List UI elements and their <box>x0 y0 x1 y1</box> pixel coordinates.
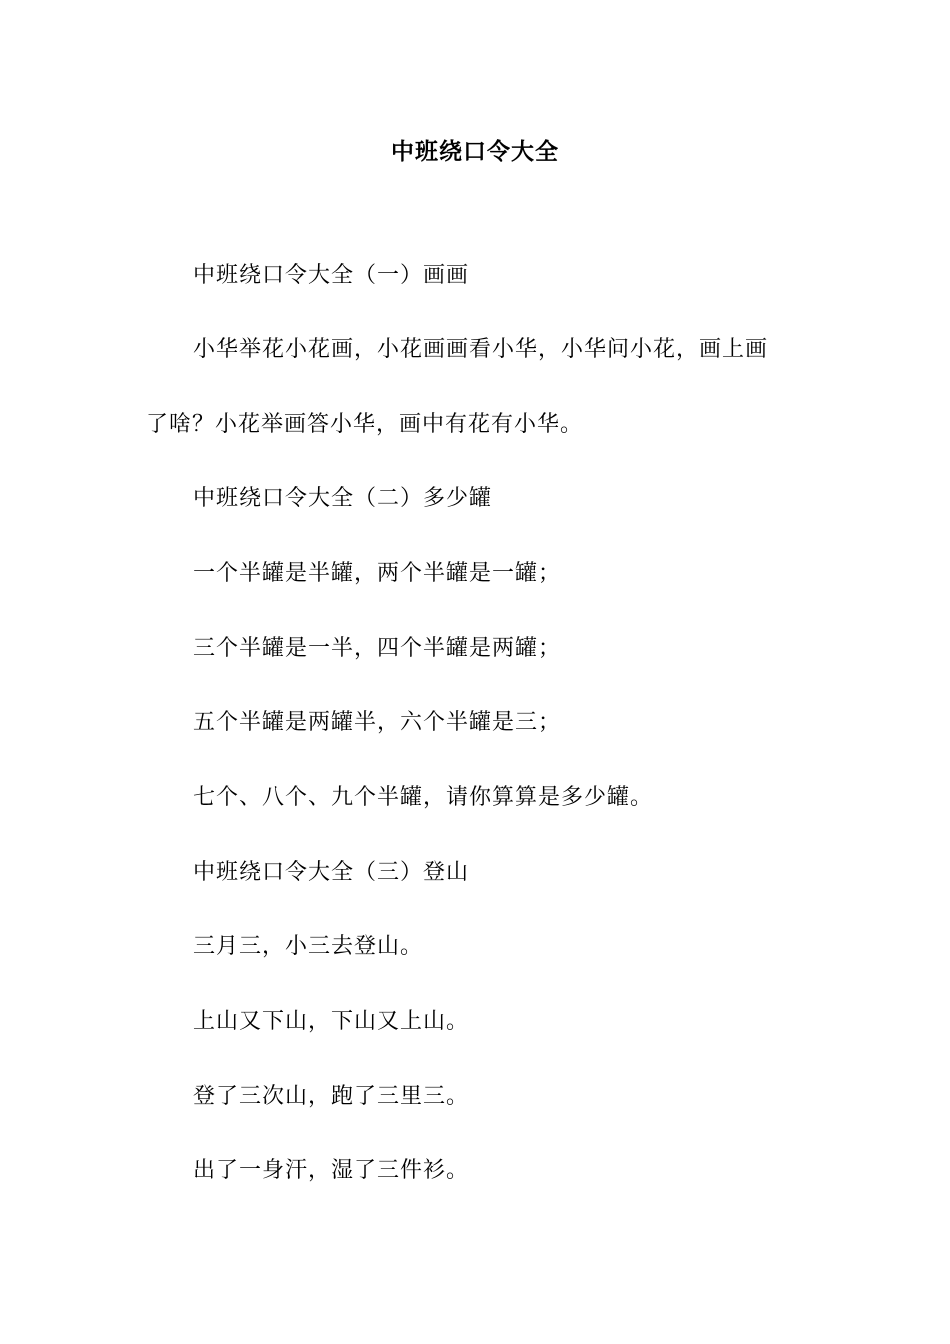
paragraph-line: 三月三，小三去登山。 <box>193 934 424 959</box>
paragraph-line-continued: 了啥？小花举画答小华，画中有花有小华。 <box>146 412 584 437</box>
section-heading-3: 中班绕口令大全（三）登山 <box>193 860 470 885</box>
section-heading-2: 中班绕口令大全（二）多少罐 <box>193 486 493 511</box>
paragraph-line: 五个半罐是两罐半，六个半罐是三； <box>193 710 562 735</box>
document-title: 中班绕口令大全 <box>391 138 559 165</box>
paragraph-line: 七个、八个、九个半罐，请你算算是多少罐。 <box>193 785 654 810</box>
paragraph-line: 出了一身汗，湿了三件衫。 <box>193 1158 470 1183</box>
paragraph-line: 三个半罐是一半，四个半罐是两罐； <box>193 636 562 661</box>
paragraph-line: 登了三次山，跑了三里三。 <box>193 1084 470 1109</box>
paragraph-line: 上山又下山，下山又上山。 <box>193 1009 470 1034</box>
section-heading-1: 中班绕口令大全（一）画画 <box>193 263 470 288</box>
paragraph-line: 一个半罐是半罐，两个半罐是一罐； <box>193 561 562 586</box>
paragraph-line: 小华举花小花画，小花画画看小华，小华问小花，画上画 <box>193 337 769 362</box>
